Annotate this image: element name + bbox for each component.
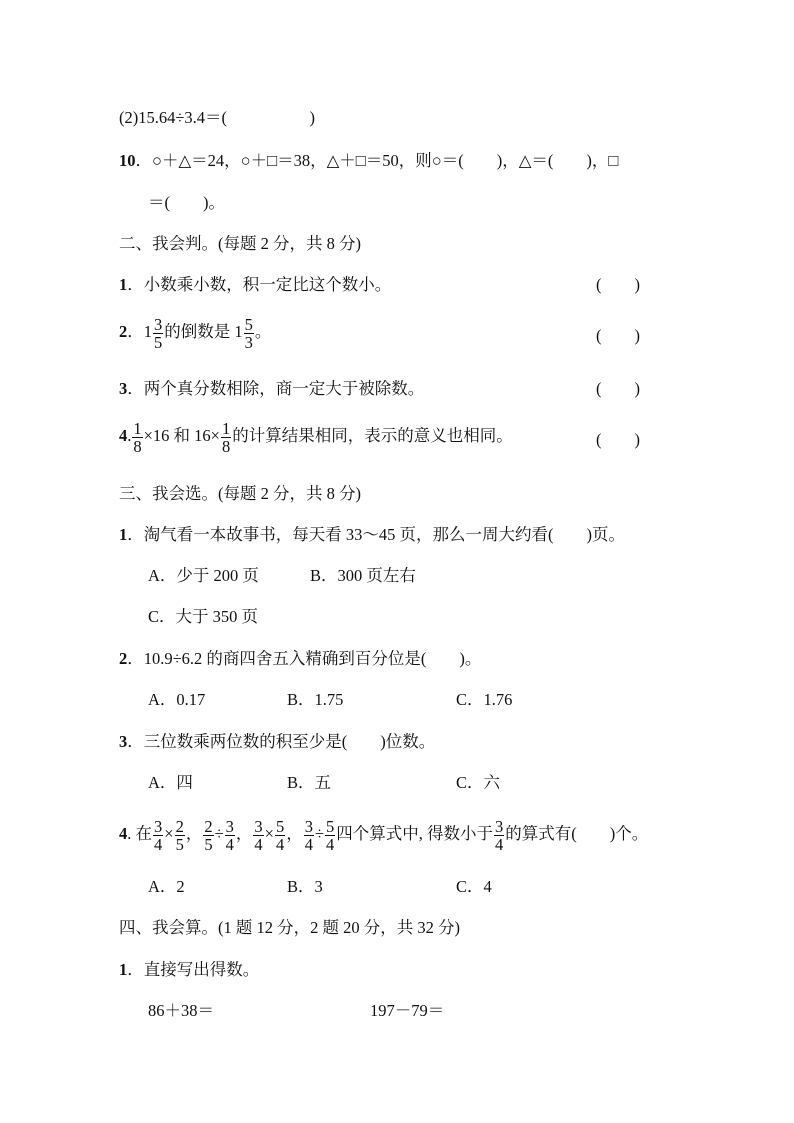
item-text-pre: ．1 (127, 322, 152, 341)
option-b[interactable]: B．五 (287, 773, 332, 792)
item-text: ．两个真分数相除，商一定大于被除数。 (127, 379, 425, 398)
question-number: 4 (119, 824, 128, 843)
choice-question-4 (119, 812, 648, 856)
item-number: 2 (119, 322, 128, 341)
section-3-title: 三、我会选。(每题 2 分，共 8 分) (119, 484, 361, 503)
answer-paren[interactable]: ( ) (596, 379, 640, 398)
section-2-title: 二、我会判。(每题 2 分，共 8 分) (119, 234, 361, 253)
expression[interactable]: 197－79＝ (370, 1001, 445, 1020)
option-a[interactable]: A．0.17 (148, 690, 206, 709)
q4-pre: . 在 (127, 824, 152, 843)
judge-item-4 (119, 414, 513, 458)
item-text-mid: 的倒数是 1 (164, 322, 243, 341)
option-a[interactable]: A．2 (148, 877, 185, 896)
question-text: ．淘气看一本故事书，每天看 33～45 页，那么一周大约看( )页。 (127, 525, 625, 544)
operator: ÷ (214, 824, 224, 843)
q9-part2: (2)15.64÷3.4＝( ) (119, 108, 316, 127)
section-4-title: 四、我会算。(1 题 12 分，2 题 20 分，共 32 分) (119, 918, 460, 937)
option-b[interactable]: B．3 (287, 877, 323, 896)
item-number: 3 (119, 379, 128, 398)
fraction: $\frac{3}{4}$ (154, 816, 163, 854)
option-c[interactable]: C．六 (456, 773, 501, 792)
question-text: ．三位数乘两位数的积至少是( )位数。 (127, 732, 436, 751)
q4-mid: 四个算式中, 得数小于 (336, 824, 493, 843)
fraction: $\frac{5}{4}$ (326, 816, 335, 854)
q4-post: 的算式有( )个。 (505, 824, 649, 843)
question-number: 10 (119, 151, 136, 170)
calc-question-1 (119, 960, 259, 980)
fraction: $\frac{5}{3}$ (244, 314, 253, 352)
fraction: $\frac{3}{4}$ (225, 816, 234, 854)
fraction: $\frac{5}{4}$ (275, 816, 285, 854)
question-text: ．直接写出得数。 (127, 960, 260, 979)
item-text-post: 的计算结果相同，表示的意义也相同。 (232, 426, 513, 445)
item-text-mid: ×16 和 16× (143, 426, 220, 445)
question-number: 1 (119, 960, 128, 979)
item-text-pre: . (127, 426, 132, 445)
separator: ， (286, 824, 303, 843)
option-c[interactable]: C．1.76 (456, 690, 513, 709)
expression[interactable]: 86＋38＝ (148, 1001, 214, 1020)
choice-question-1 (119, 525, 625, 545)
fraction: $\frac{1}{8}$ (222, 418, 231, 456)
operator: × (264, 824, 274, 843)
question-10-line1 (119, 151, 618, 171)
item-number: 1 (119, 275, 128, 294)
fraction: $\frac{3}{4}$ (495, 816, 504, 854)
option-a[interactable]: A．少于 200 页 (148, 566, 259, 585)
answer-paren[interactable]: ( ) (596, 430, 640, 449)
option-b[interactable]: B．1.75 (287, 690, 344, 709)
fraction: $\frac{2}{5}$ (204, 816, 213, 854)
fraction: $\frac{1}{8}$ (133, 418, 142, 456)
question-10-line2: ＝( )。 (148, 193, 225, 212)
option-c[interactable]: C．大于 350 页 (148, 607, 259, 626)
separator: ， (235, 824, 253, 843)
option-a[interactable]: A．四 (148, 773, 193, 792)
option-b[interactable]: B．300 页左右 (310, 566, 416, 585)
item-text-post: 。 (254, 322, 272, 341)
choice-question-3 (119, 732, 435, 752)
answer-paren[interactable]: ( ) (596, 275, 640, 294)
question-number: 3 (119, 732, 128, 751)
choice-question-2 (119, 649, 481, 669)
option-c[interactable]: C．4 (456, 877, 492, 896)
operator: × (164, 824, 174, 843)
judge-item-1 (119, 275, 391, 295)
judge-item-2 (119, 310, 271, 354)
separator: ， (185, 824, 203, 843)
fraction: $\frac{2}{5}$ (175, 816, 184, 854)
question-text: ．○＋△＝24，○＋□＝38，△＋□＝50，则○＝( )，△＝( )，□ (135, 151, 619, 170)
question-number: 1 (119, 525, 128, 544)
operator: ÷ (314, 824, 324, 843)
judge-item-3 (119, 379, 424, 399)
fraction: $\frac{3}{4}$ (254, 816, 263, 854)
item-number: 4 (119, 426, 128, 445)
fraction: $\frac{3}{4}$ (304, 816, 313, 854)
item-text: ．小数乘小数，积一定比这个数小。 (127, 275, 392, 294)
question-text: ．10.9÷6.2 的商四舍五入精确到百分位是( )。 (127, 649, 482, 668)
fraction: $\frac{3}{5}$ (154, 314, 163, 352)
answer-paren[interactable]: ( ) (596, 326, 640, 345)
question-number: 2 (119, 649, 128, 668)
